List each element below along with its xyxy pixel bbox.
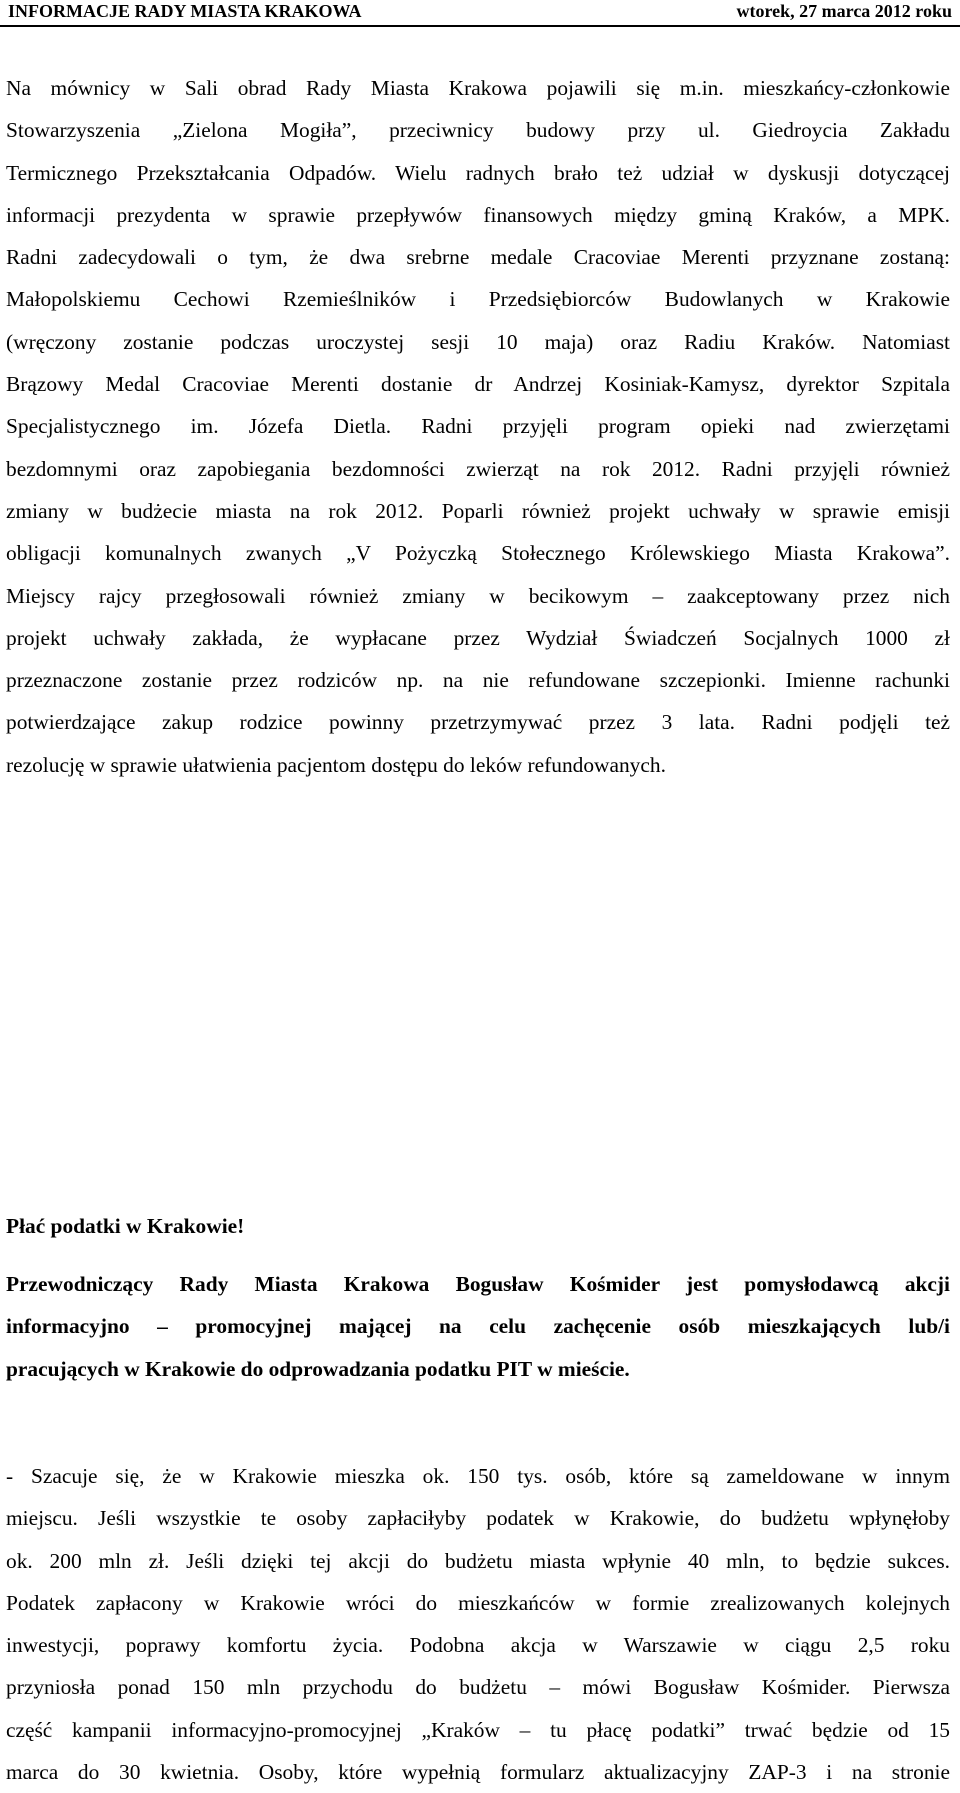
header-title: INFORMACJE RADY MIASTA KRAKOWA — [8, 1, 362, 21]
text-line: Radni zadecydowali o tym, że dwa srebrne medale Cracoviae Merenti przyznane zostaną: — [6, 245, 950, 270]
session-summary-paragraph — [6, 67, 950, 786]
text-line: - Szacuje się, że w Krakowie mieszka ok. 150 tys. osób, które są zameldowane w innym — [6, 1464, 950, 1488]
text-line: (wręczony zostanie podczas uroczystej sesji 10 maja) oraz Radiu Kraków. Natomiast — [6, 329, 950, 354]
text-line: informacji prezydenta w sprawie przepływów finansowych między gminą Kraków, a MPK. — [6, 202, 950, 227]
quote-paragraph — [6, 1455, 950, 1793]
text-line: przyniosła ponad 150 mln przychodu do budżetu – mówi Bogusław Kośmider. Pierwsza — [6, 1675, 950, 1700]
text-line: inwestycji, poprawy komfortu życia. Podobna akcja w Warszawie w ciągu 2,5 roku — [6, 1633, 950, 1658]
text-line: informacyjno – promocyjnej mającej na celu zachęcenie osób mieszkających lub/i — [6, 1314, 950, 1339]
text-line: Podatek zapłacony w Krakowie wróci do mieszkańców w formie zrealizowanych kolejnych — [6, 1590, 950, 1615]
lead-paragraph — [6, 1263, 950, 1390]
text-line: Brązowy Medal Cracoviae Merenti dostanie dr Andrzej Kosiniak-Kamysz, dyrektor Szpitala — [6, 372, 950, 397]
text-line: Na mównicy w Sali obrad Rady Miasta Krakowa pojawili się m.in. mieszkańcy-członkowie — [6, 76, 950, 100]
text-line: potwierdzające zakup rodzice powinny przetrzymywać przez 3 lata. Radni podjęli też — [6, 710, 950, 735]
text-line: zmiany w budżecie miasta na rok 2012. Poparli również projekt uchwały w sprawie emisji — [6, 498, 950, 523]
text-line: projekt uchwały zakłada, że wypłacane przez Wydział Świadczeń Socjalnych 1000 zł — [6, 625, 950, 650]
text-line: Przewodniczący Rady Miasta Krakowa Bogusław Kośmider jest pomysłodawcą akcji — [6, 1272, 950, 1296]
header-divider — [0, 25, 960, 27]
text-line: Małopolskiemu Cechowi Rzemieślników i Przedsiębiorców Budowlanych w Krakowie — [6, 287, 950, 312]
text-line: część kampanii informacyjno-promocyjnej „Kraków – tu płacę podatki” trwać będzie od 15 — [6, 1717, 950, 1742]
text-line: Miejscy rajcy przegłosowali również zmiany w becikowym – zaakceptowany przez nich — [6, 583, 950, 608]
text-line: pracujących w Krakowie do odprowadzania podatku PIT w mieście. — [6, 1356, 630, 1381]
text-line: bezdomnymi oraz zapobiegania bezdomności zwierząt na rok 2012. Radni przyjęli również — [6, 456, 950, 481]
text-line: Termicznego Przekształcania Odpadów. Wielu radnych brało też udział w dyskusji dotyczącej — [6, 160, 950, 185]
text-line: miejscu. Jeśli wszystkie te osoby zapłaciłyby podatek w Krakowie, do budżetu wpłynęłoby — [6, 1506, 950, 1531]
text-line: Stowarzyszenia „Zielona Mogiła”, przeciwnicy budowy przy ul. Giedroycia Zakładu — [6, 118, 950, 143]
text-line: Specjalistycznego im. Józefa Dietla. Radni przyjęli program opieki nad zwierzętami — [6, 414, 950, 439]
text-line: przeznaczone zostanie przez rodziców np. na nie refundowane szczepionki. Imienne rachunki — [6, 668, 950, 693]
text-line: ok. 200 mln zł. Jeśli dzięki tej akcji do budżetu miasta wpłynie 40 mln, to będzie sukces. — [6, 1548, 950, 1573]
page-header — [0, 0, 960, 28]
text-line: obligacji komunalnych zwanych „V Pożyczką Stołecznego Królewskiego Miasta Krakowa”. — [6, 541, 950, 566]
section-heading: Płać podatki w Krakowie! — [6, 1214, 245, 1238]
text-line: marca do 30 kwietnia. Osoby, które wypełnią formularz aktualizacyjny ZAP-3 i na stronie — [6, 1760, 950, 1785]
header-date: wtorek, 27 marca 2012 roku — [736, 1, 952, 21]
text-line: rezolucję w sprawie ułatwienia pacjentom dostępu do leków refundowanych. — [6, 752, 666, 777]
